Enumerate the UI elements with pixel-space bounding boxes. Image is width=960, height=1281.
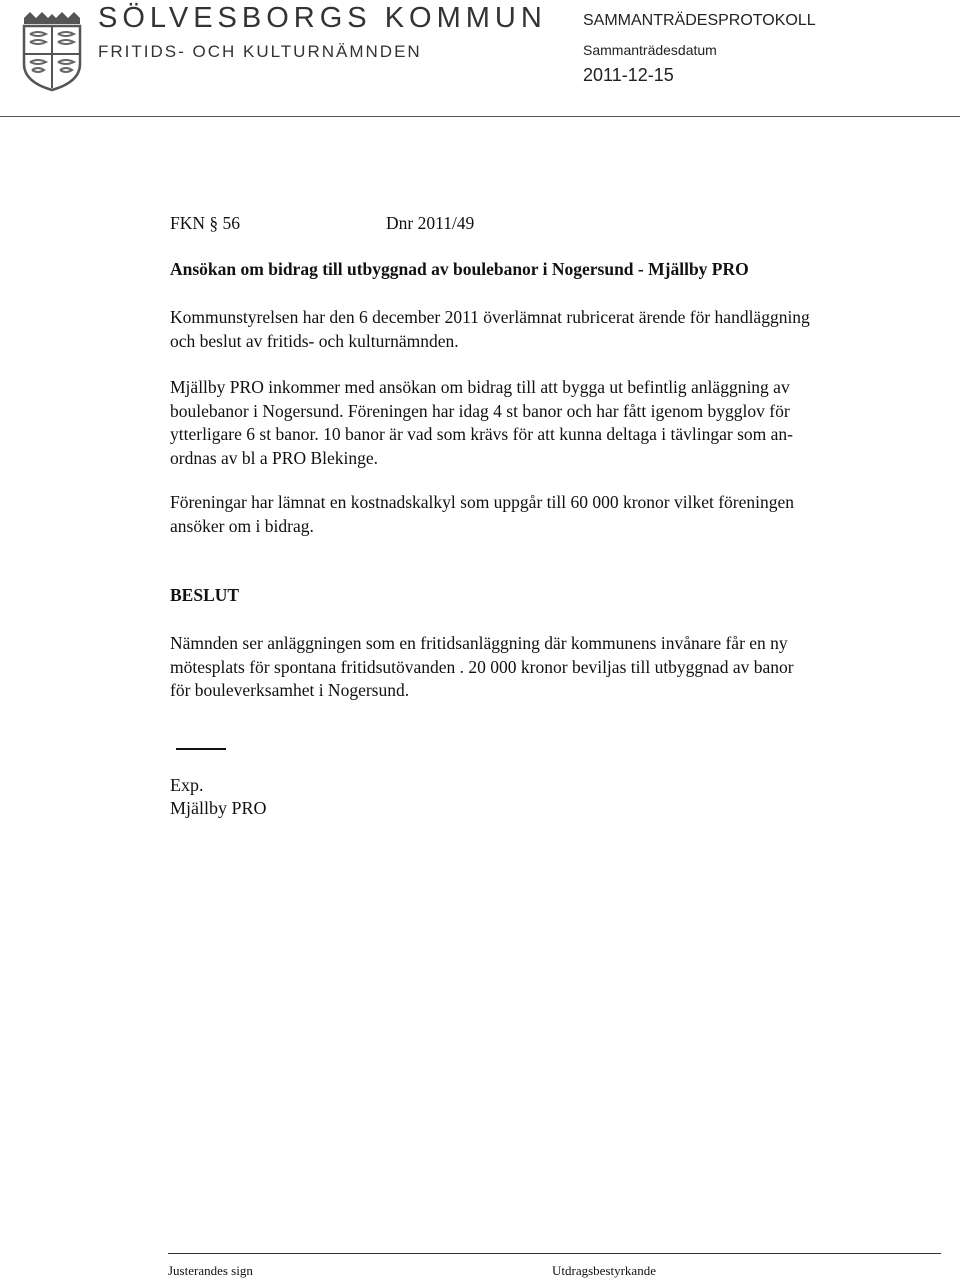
text-line: mötesplats för spontana fritidsutövanden . 20 000 kronor beviljas till utbyggnad av banor: [170, 656, 794, 677]
text-line: Kommunstyrelsen har den 6 december 2011 överlämnat rubricerat ärende för handläggning: [170, 307, 810, 327]
certification-label: Utdragsbestyrkande: [552, 1263, 656, 1278]
paragraph-application: [170, 376, 793, 470]
text-line: och beslut av fritids- och kulturnämnden.: [170, 330, 459, 351]
department-name: FRITIDS- OCH KULTURNÄMNDEN: [98, 42, 422, 61]
expedition-recipient: Mjällby PRO: [170, 798, 267, 818]
text-line: Föreningar har lämnat en kostnadskalkyl som uppgår till 60 000 kronor vilket föreningen: [170, 492, 795, 512]
paragraph-referral: [170, 306, 810, 353]
footer-divider: [168, 1253, 941, 1254]
text-line: boulebanor i Nogersund. Föreningen har idag 4 st banor och har fått igenom bygglov för: [170, 400, 790, 421]
section-heading: Ansökan om bidrag till utbyggnad av boulebanor i Nogersund - Mjällby PRO: [170, 259, 749, 279]
meeting-date-value: 2011-12-15: [583, 65, 674, 85]
paragraph-decision: [170, 632, 794, 703]
meeting-date-label: Sammanträdesdatum: [583, 42, 717, 58]
paragraph-number: FKN § 56: [170, 213, 241, 233]
signature-label: Justerandes sign: [168, 1263, 253, 1278]
text-line: för bouleverksamhet i Nogersund.: [170, 680, 410, 700]
separator-dash: [176, 748, 226, 750]
paragraph-cost: [170, 491, 794, 538]
text-line: ytterligare 6 st banor. 10 banor är vad som krävs för att kunna deltaga i tävlingar som an-: [170, 424, 794, 444]
text-line: Nämnden ser anläggningen som en fritidsanläggning där kommunens invånare får en ny: [170, 633, 788, 653]
text-line: ansöker om i bidrag.: [170, 515, 314, 536]
text-line: ordnas av bl a PRO Blekinge.: [170, 447, 379, 468]
section-reference: [170, 212, 770, 236]
header-divider: [0, 116, 960, 117]
coat-of-arms-icon: [20, 8, 84, 92]
organization-name: SÖLVESBORGS KOMMUN: [98, 2, 547, 34]
case-number: Dnr 2011/49: [386, 213, 475, 233]
decision-heading: BESLUT: [170, 585, 240, 605]
text-line: Mjällby PRO inkommer med ansökan om bidrag till att bygga ut befintlig anläggning av: [170, 377, 790, 397]
document-type: SAMMANTRÄDESPROTOKOLL: [583, 12, 816, 29]
expedition-label: Exp.: [170, 775, 204, 795]
